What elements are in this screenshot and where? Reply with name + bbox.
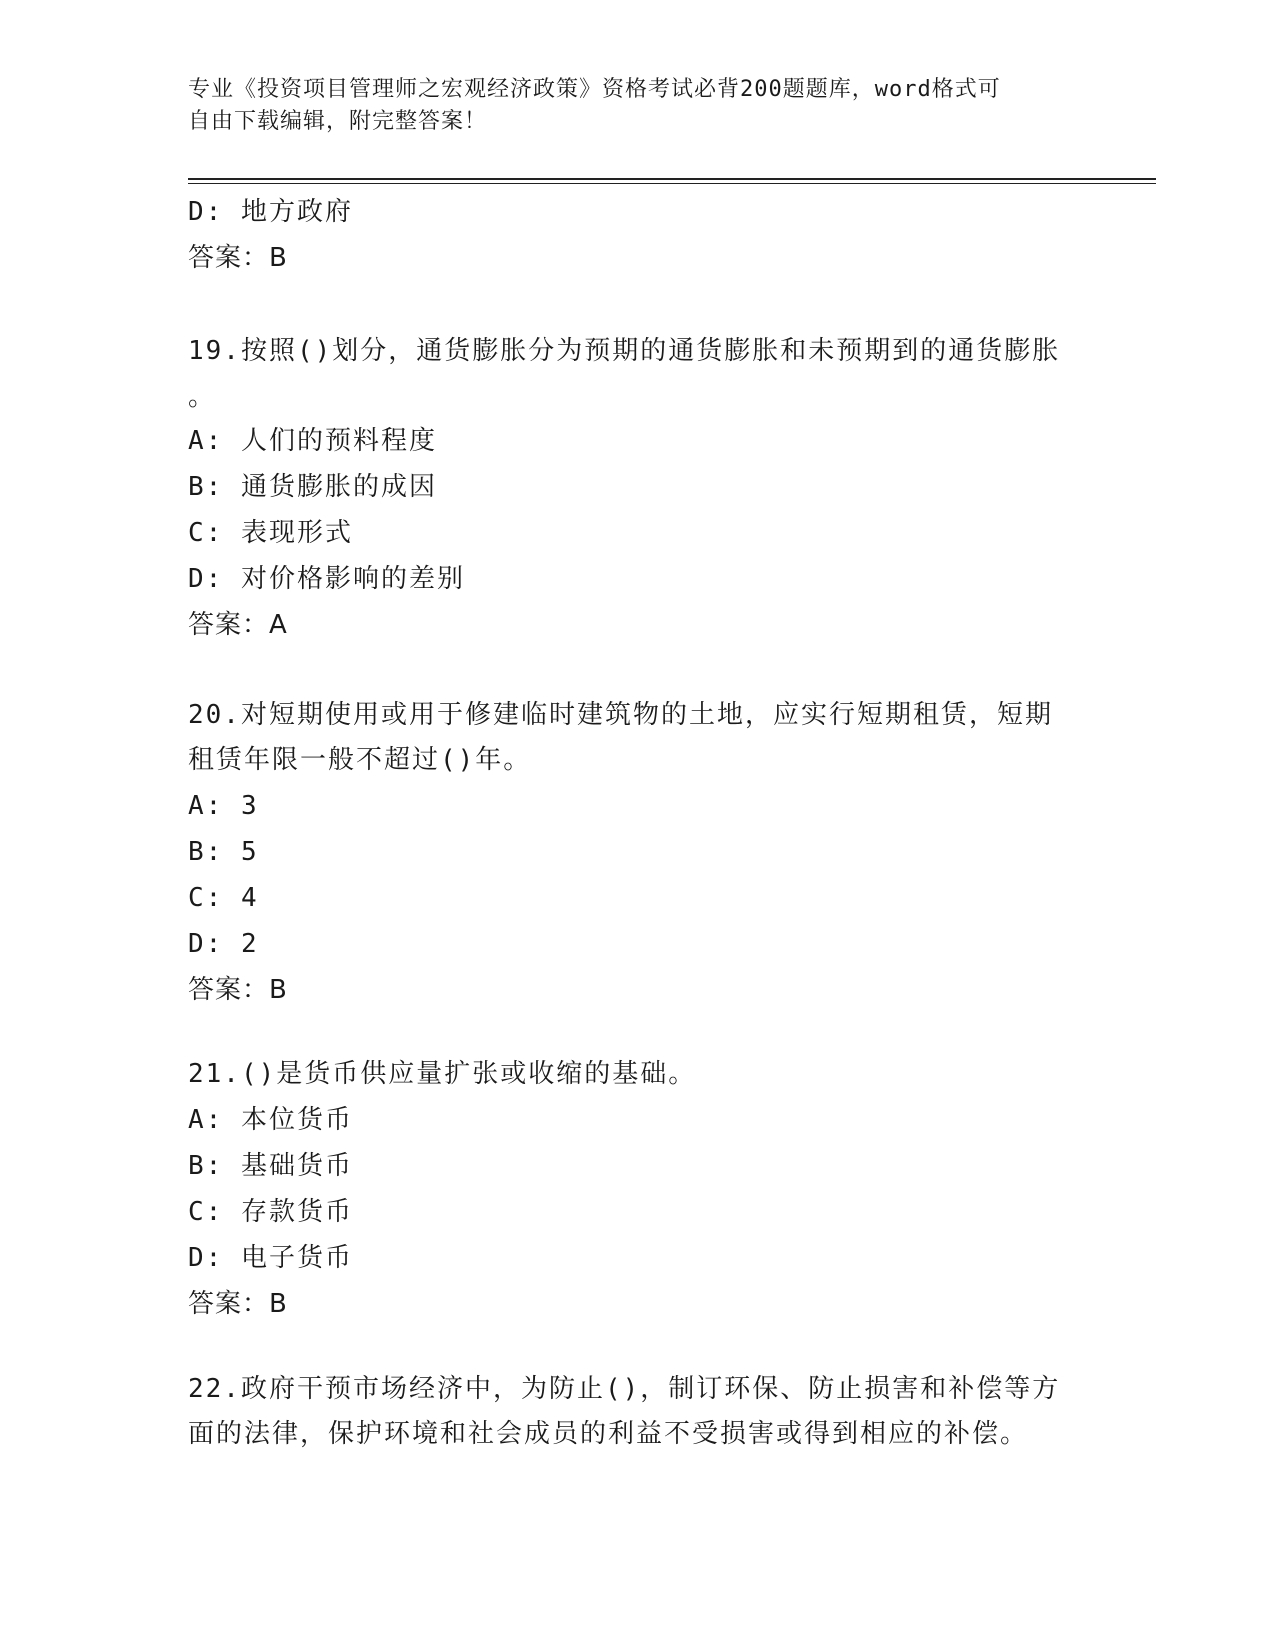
option-c: C: 4 bbox=[188, 883, 259, 913]
question-stem: 21.()是货币供应量扩张或收缩的基础。 bbox=[188, 1059, 697, 1089]
previous-answer: 答案：B bbox=[188, 243, 288, 273]
header-line-2: 自由下载编辑，附完整答案！ bbox=[188, 109, 488, 134]
spacer bbox=[188, 1327, 1088, 1367]
option-d: D: 对价格影响的差别 bbox=[188, 564, 465, 594]
option-c: C: 表现形式 bbox=[188, 518, 353, 548]
question-stem: 22.政府干预市场经济中，为防止()，制订环保、防止损害和补偿等方 bbox=[188, 1374, 1061, 1404]
header-divider-thick bbox=[188, 178, 1156, 180]
option-b: B: 基础货币 bbox=[188, 1151, 353, 1181]
answer: 答案：A bbox=[188, 610, 288, 640]
question-20 bbox=[188, 693, 1088, 1013]
option-d: D: 2 bbox=[188, 929, 259, 959]
spacer bbox=[188, 648, 1088, 693]
document-header bbox=[188, 74, 1088, 138]
option-d: D: 电子货币 bbox=[188, 1243, 353, 1273]
question-stem: 20.对短期使用或用于修建临时建筑物的土地，应实行短期租赁，短期 bbox=[188, 700, 1053, 730]
option-b: B: 5 bbox=[188, 837, 259, 867]
answer: 答案：B bbox=[188, 975, 288, 1005]
option-b: B: 通货膨胀的成因 bbox=[188, 472, 437, 502]
question-stem-continued: 。 bbox=[188, 382, 217, 412]
option-a: A: 本位货币 bbox=[188, 1105, 353, 1135]
spacer bbox=[188, 281, 1088, 326]
question-21 bbox=[188, 1051, 1088, 1327]
header-divider-thin bbox=[188, 183, 1156, 184]
option-a: A: 人们的预料程度 bbox=[188, 426, 437, 456]
answer: 答案：B bbox=[188, 1289, 288, 1319]
header-line-1: 专业《投资项目管理师之宏观经济政策》资格考试必背200题题库，word格式可 bbox=[188, 77, 1001, 102]
document-body bbox=[188, 189, 1088, 1457]
spacer bbox=[188, 1013, 1088, 1051]
question-19 bbox=[188, 326, 1088, 648]
question-stem-continued: 面的法律，保护环境和社会成员的利益不受损害或得到相应的补偿。 bbox=[188, 1419, 1029, 1449]
question-22 bbox=[188, 1367, 1088, 1457]
previous-option-d: D: 地方政府 bbox=[188, 197, 353, 227]
question-stem: 19.按照()划分，通货膨胀分为预期的通货膨胀和未预期到的通货膨胀 bbox=[188, 336, 1061, 366]
option-c: C: 存款货币 bbox=[188, 1197, 353, 1227]
question-stem-continued: 租赁年限一般不超过()年。 bbox=[188, 745, 532, 775]
option-a: A: 3 bbox=[188, 791, 259, 821]
